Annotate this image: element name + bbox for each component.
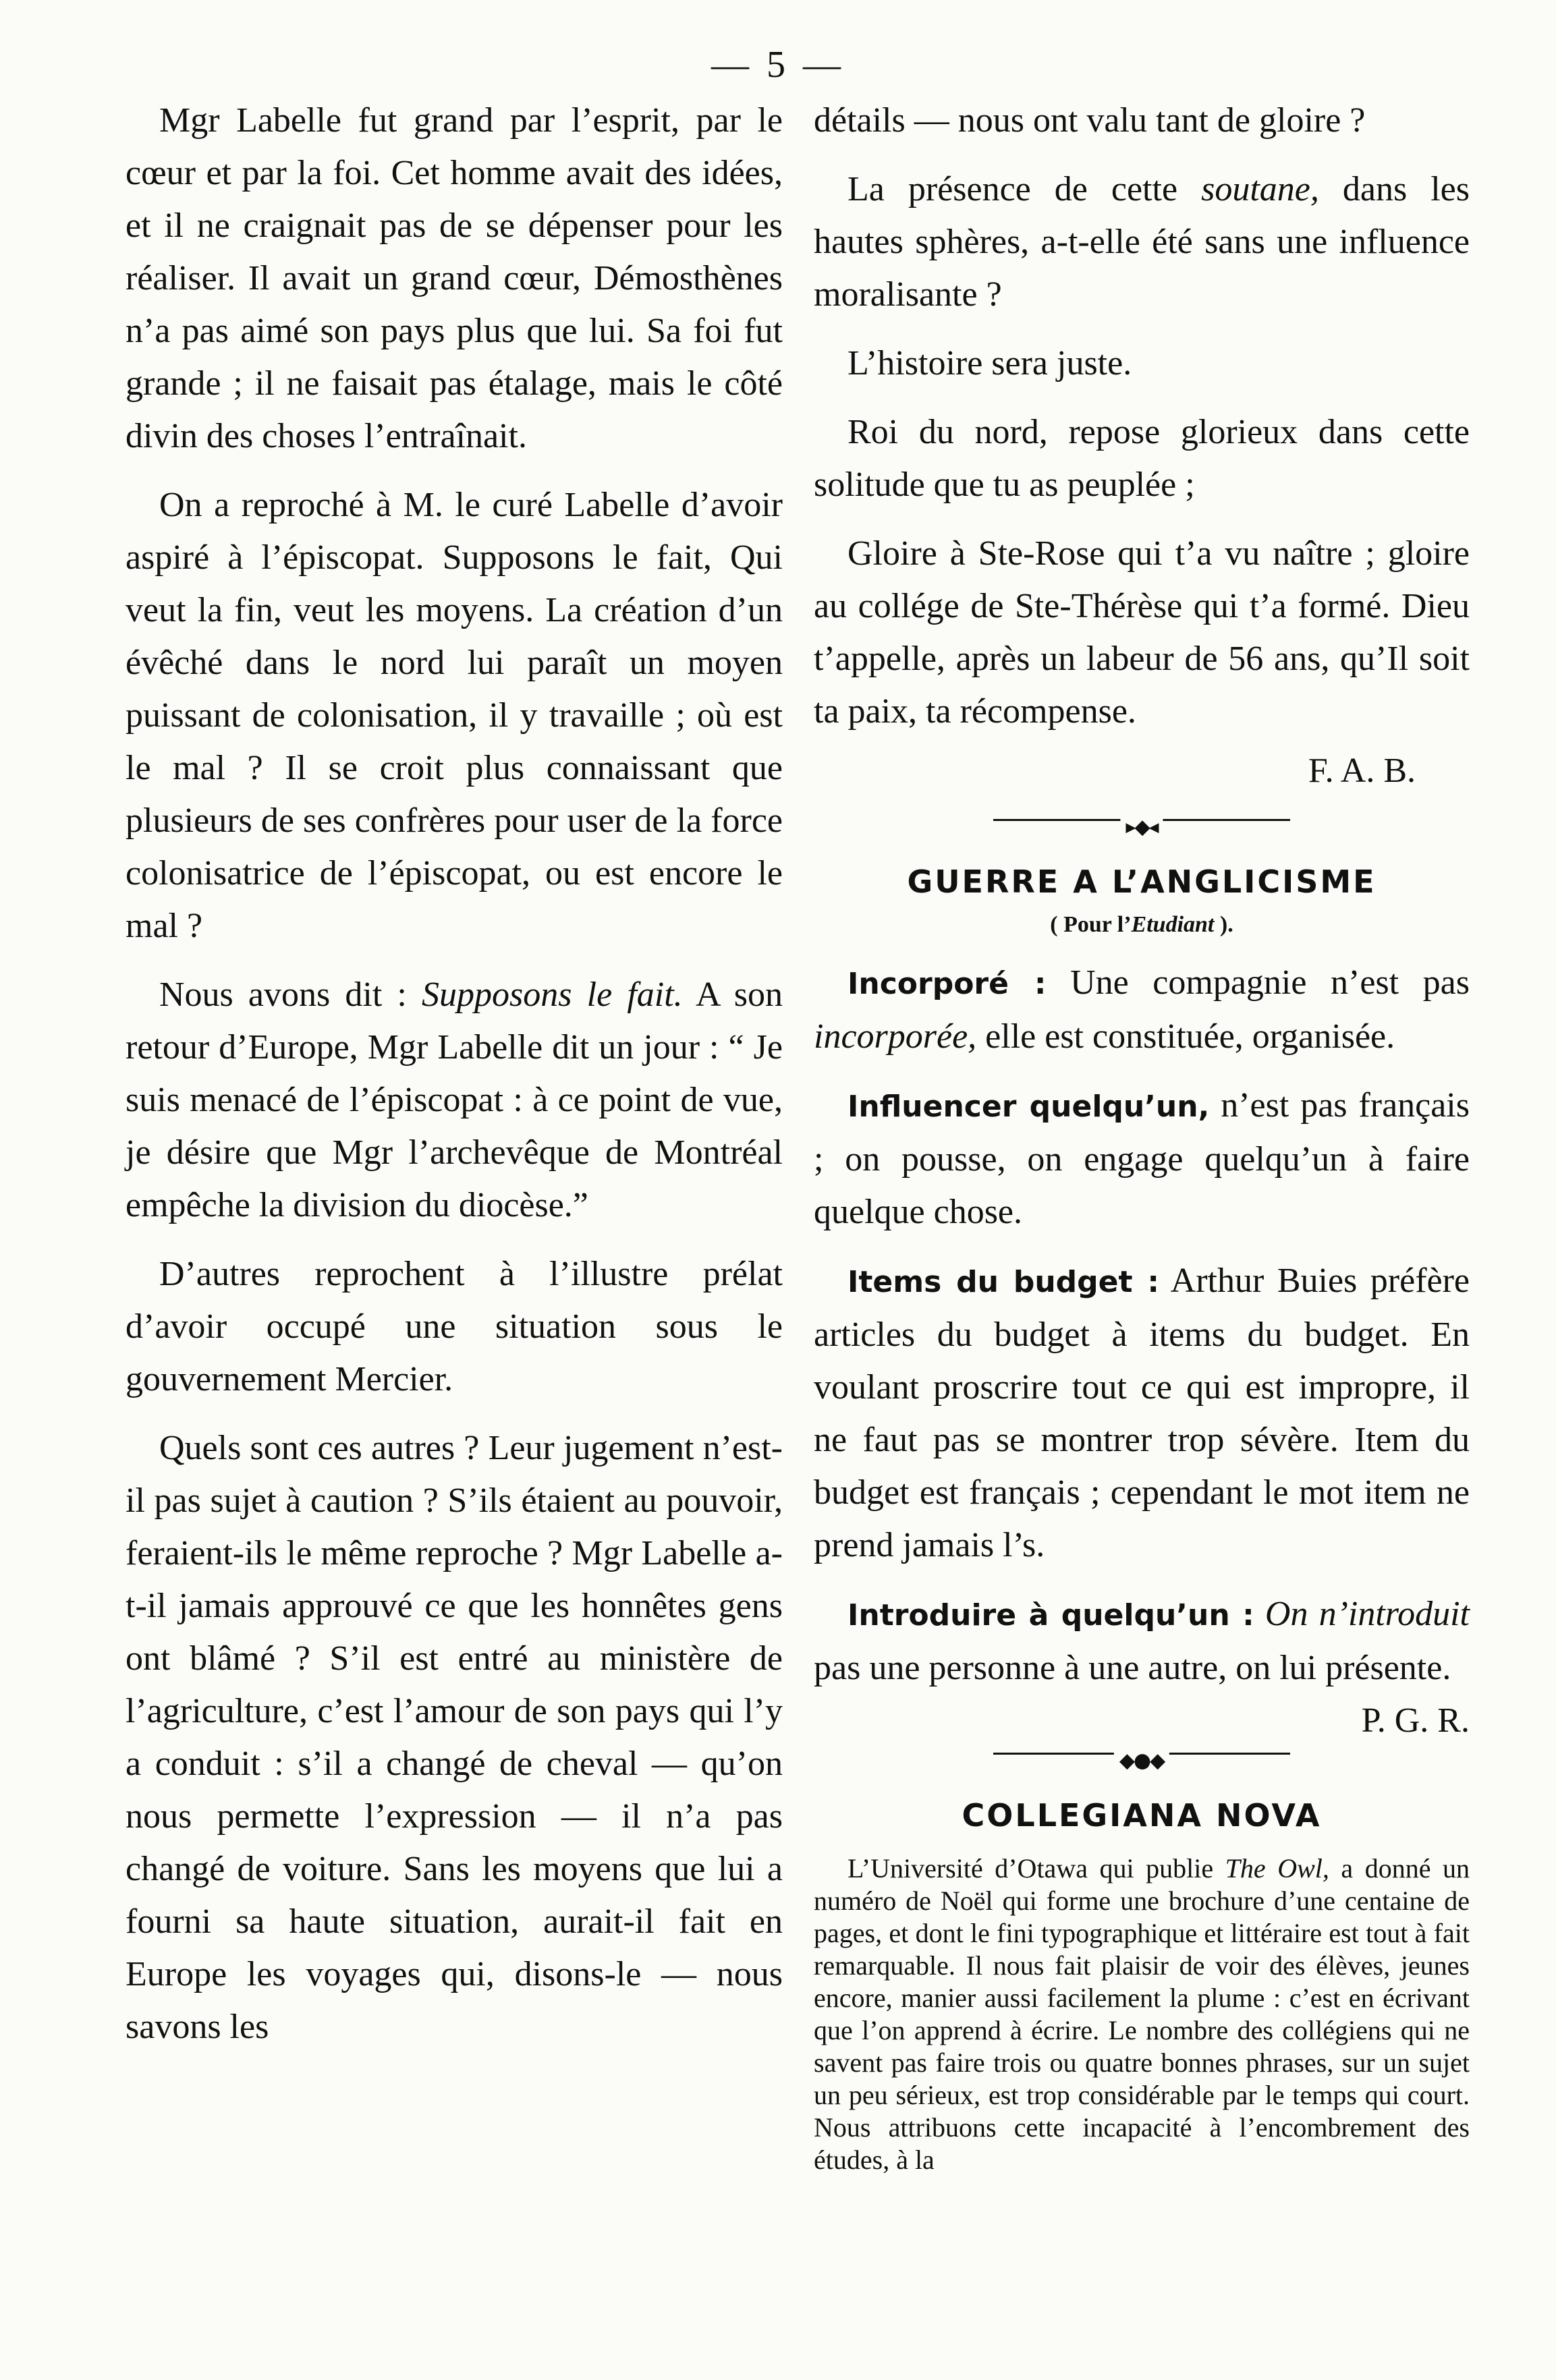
ornamental-divider [814,814,1470,841]
entry-text-a: n’est pas français ; on pousse, on engage quelqu’un à faire quelque chose. [814,1086,1470,1231]
entry-term: Incorporé : [848,967,1047,1001]
entry-term: Items du budget : [848,1265,1159,1299]
signature-fab: F. A. B. [1308,752,1416,790]
entry-term: Introduire à quelqu’un : [848,1598,1254,1633]
entry-introduire [814,1588,1470,1740]
divider-ornament-icon: ◆●◆ [1114,1749,1169,1773]
entry-items [814,1255,1470,1572]
collegiana-text-a: L’Université d’Otawa qui publie [848,1853,1225,1883]
ornamental-divider [814,1747,1470,1774]
entry-incorpore [814,957,1470,1063]
entry-italic: On n’introduit [1265,1595,1470,1633]
paragraph-3-text-b: A son retour d’Europe, Mgr Labelle dit un jour : “ Je suis menacé de l’épiscopat : à ce point de vue, je désire que Mgr l’archevêque de Montréal empêche la division du diocèse.” [126,975,783,1224]
entry-text-a: Une compagnie n’est pas [1046,963,1470,1002]
paragraph-gloire: Gloire à Ste-Rose qui t’a vu naître ; gloire au collége de Ste-Thérèse qui t’a formé. Dieu t’appelle, après un labeur de 56 ans, qu’Il soit ta paix, ta récompense. [814,534,1470,731]
paragraph-2: On a reproché à M. le curé Labelle d’avoir aspiré à l’épiscopat. Supposons le fait, Qui veut la fin, veut les moyens. La création d’un évêché dans le nord lui paraît un moyen puissant de colonisation, il y travaille ; où est le mal ? Il se croit plus connaissant que plusieurs de ses confrères pour user de la force colonisatrice de l’épiscopat, ou est encore le mal ? [126,486,783,945]
section-heading-collegiana: COLLEGIANA NOVA [962,1797,1322,1834]
subheading-text-a: ( Pour l’ [1050,912,1132,937]
paragraph-5: Quels sont ces autres ? Leur jugement n’est-il pas sujet à caution ? S’ils étaient au pouvoir, feraient-ils le même reproche ? Mgr Labelle a-t-il jamais approuvé ce que les honnêtes gens ont blâmé ? S’il est entré au ministère de l’agriculture, c’est l’amour de son pays qui l’y a conduit : s’il a changé de cheval — qu’on nous permette l’expression — il n’a pas changé de voiture. Sans les moyens que lui a fourni sa haute situation, aurait-il fait en Europe les voyages qui, disons-le — nous savons les [126,1429,783,2046]
section-subheading [814,912,1470,938]
paragraph-3-text-a: Nous avons dit : [159,975,422,1014]
paragraph-4: D’autres reprochent à l’illustre prélat d’avoir occupé une situation sous le gouvernement Mercier. [126,1255,783,1398]
entry-italic: incorporée, [814,1017,977,1056]
continued-paragraph: détails — nous ont valu tant de gloire ? [814,101,1366,140]
entry-text-b: pas une personne à une autre, on lui présente. [814,1649,1451,1687]
divider-ornament-icon: ▸◆◂ [1120,816,1163,839]
soutane-text-a: La présence de cette [848,170,1202,208]
collegiana-text-b: a donné un numéro de Noël qui forme une brochure d’une centaine de pages, et dont le fini typographique et littéraire est tout à fait remarquable. Il nous fait plaisir de voir des élèves, jeunes encore, manier aussi facilement la plume : c’est en écrivant que l’on apprend à écrire. Le nombre des collégiens qui ne savent pas faire trois ou quatre bonnes phrases, sur un sujet un peu sérieux, est trop considérable par le temps qui court. Nous attribuons cette incapacité à l’encombrement des études, à la [814,1853,1470,2175]
entry-term: Influencer quelqu’un, [848,1089,1210,1124]
paragraph-3-italic: Supposons le fait. [422,975,683,1014]
entry-text-a: Arthur Buies préfère articles du budget à items du budget. En voulant proscrire tout ce qui est impropre, il ne faut pas se montrer trop sévère. Item du budget est français ; cependant le mot item ne prend jamais l’s. [814,1262,1470,1564]
left-column [126,94,783,2070]
page-number: — 5 — [711,44,845,86]
collegiana-paragraph [814,1852,1470,2176]
signature-pgr: P. G. R. [1361,1701,1470,1740]
soutane-text-b: dans les hautes sphères, a-t-elle été sans une influence moralisante ? [814,170,1470,314]
entry-text-b: elle est constituée, organisée. [976,1017,1395,1056]
paragraph-1: Mgr Labelle fut grand par l’esprit, par le cœur et par la foi. Cet homme avait des idées, et il ne craignait pas de se dépenser pour les réaliser. Il avait un grand cœur, Démosthènes n’a pas aimé son pays plus que lui. Sa foi fut grande ; il ne faisait pas étalage, mais le côté divin des choses l’entraînait. [126,101,783,455]
paragraph-histoire: L’histoire sera juste. [848,344,1132,382]
entry-influencer [814,1079,1470,1239]
soutane-italic: soutane, [1201,170,1319,208]
section-heading-anglicisme: GUERRE A L’ANGLICISME [907,863,1377,900]
paragraph-3 [126,969,783,1232]
paragraph-roi-du-nord: Roi du nord, repose glorieux dans cette solitude que tu as peuplée ; [814,413,1470,504]
subheading-italic: Etudiant [1131,912,1215,937]
subheading-text-b: ). [1214,912,1233,937]
entry-text-a [1254,1595,1265,1633]
collegiana-italic: The Owl, [1225,1853,1329,1883]
paragraph-soutane [814,163,1470,321]
right-column [814,94,1470,2176]
